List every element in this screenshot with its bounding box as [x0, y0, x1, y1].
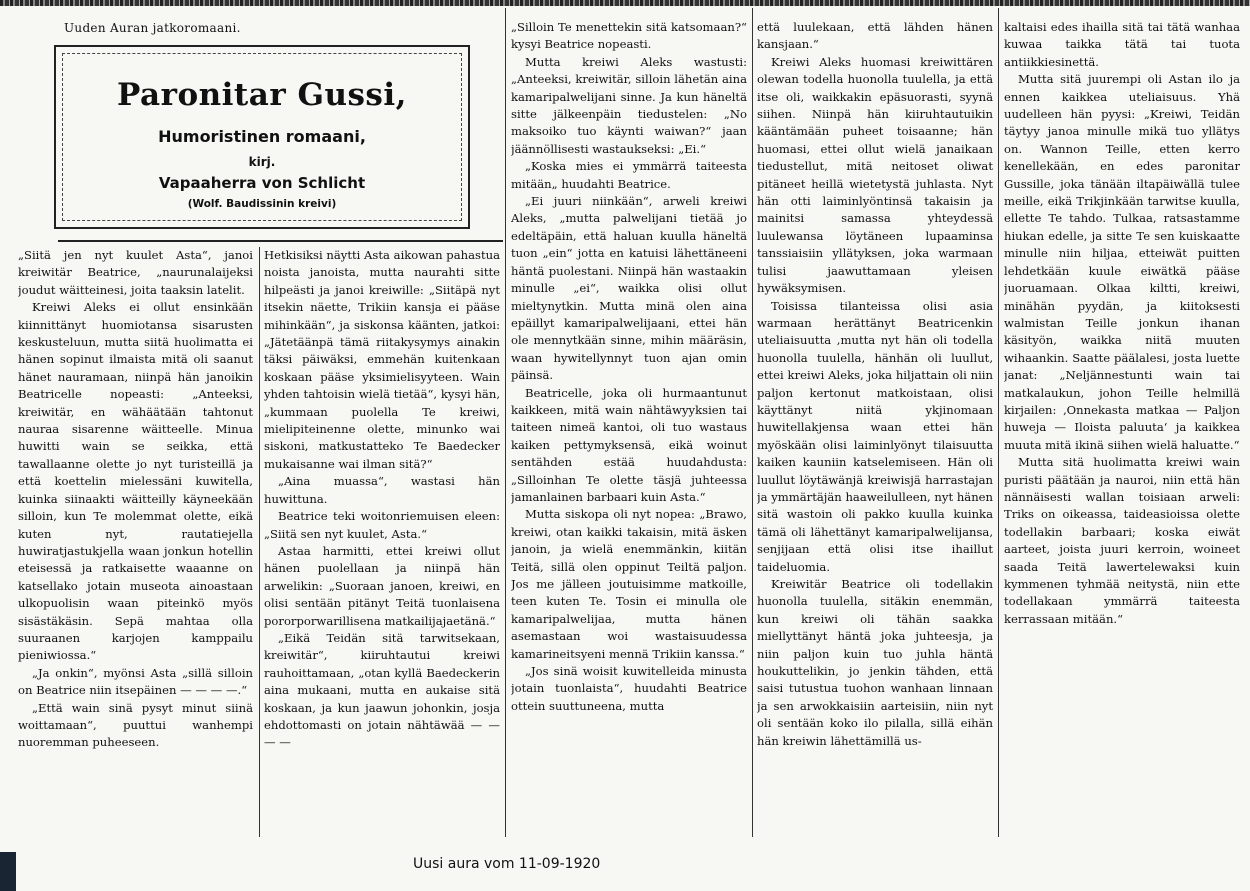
column-3-paragraph: „Silloin Te menettekin sitä katsomaan?“ kysyi Beatrice nopeasti. — [511, 20, 747, 52]
column-3-paragraph: Beatricelle, joka oli hurmaantunut kaikkeen, mitä wain nähtäwyyksien tai taiteen nimeä kantoi, oli tuo wastaus kaiken pettymyksensä, eikä woinut sentähden estää huudahdusta: „Silloinhan Te olette täsjä juhteessa jamanlainen barbaari kuin Asta.“ — [511, 385, 747, 504]
column-3-paragraph: „Koska mies ei ymmärrä taiteesta mitään„ huudahti Beatrice. — [511, 159, 747, 191]
column-4-paragraph: Kreiwi Aleks huomasi kreiwittären olewan todella huonolla tuulella, ja että itse oli, waikkakin epäsuorasti, syynä siihen. Niinpä hän kiiruhtautuikin kääntämään puheet toisaanne; hän huomasi, ettei ollut wielä janaikaan tiedustellut, mitä neitoset oliwat pitäneet heillä wietetystä juhlasta. Nyt hän otti laiminlyöntinsä takaisin ja mainitsi samassa yhteydessä luulewansa löytäneen lupaaminsa tanssiaisiin yllätyksen, joka warmaan tulisi jaawuttamaan yleisen hywäksymisen. — [757, 54, 993, 296]
column-1 — [18, 247, 253, 837]
column-2-paragraph: „Eikä Teidän sitä tarwitsekaan, kreiwitär“, kiiruhtautui kreiwi rauhoittamaan, „otan kyllä Baedeckerin aina mukaani, mutta en aukaise sitä koskaan, ja kun jaawun johonkin, josja ehdottomasti on jotain nähtäwää — — — — — [264, 630, 500, 750]
source-caption: Uusi aura vom 11-09-1920 — [413, 856, 601, 872]
column-rule — [998, 8, 999, 837]
header-note: Uuden Auran jatkoromaani. — [64, 21, 241, 35]
column-3 — [511, 19, 747, 837]
column-4-paragraph: että luulekaan, että lähden hänen kansjaan.“ — [757, 20, 993, 52]
column-5-paragraph: Mutta sitä huolimatta kreiwi wain puristi päätään ja nauroi, niin että hän nännäisesti wallan toisiaan arweli: Triks on oikeassa, taideasioissa olette todellakin barbaari; koska eiwät aarteet, joista juuri kerroin, woineet saada Teitä lawertelewaksi kuin kymmenen tyhmää neitystä, niin ette todellakaan ymmärrä taiteesta kerrassaan mitään.“ — [1004, 455, 1240, 626]
column-4-paragraph: Toisissa tilanteissa olisi asia warmaan herättänyt Beatricenkin uteliaisuutta ,mutta nyt hän oli todella huonolla tuulella, hänhän oli luullut, ettei kreiwi Aleks, joka hiljattain oli niin paljon kertonut matkoistaan, olisi käyttänyt niitä ykjinomaan huwitellakjensa waan ettei hän myöskään olisi laiminlyönyt tilaisuutta kaiken kauniin katselemiseen. Hän oli luullut löytäwänjä kreiwisjä harrastajan ja ymmärtäjän haaweilulleen, nyt hänen sitä wastoin oli pakko kuulla kuinka tämä oli lähettänyt kamaripalwelijansa, senjijaan että olisi itse ihaillut taideluomia. — [757, 298, 993, 574]
column-rule — [259, 247, 260, 837]
column-1-paragraph: „Siitä jen nyt kuulet Asta“, janoi kreiwitär Beatrice, „naurunalaijeksi joudut wäitteinesi, joita taaksin latelit. — [18, 248, 253, 297]
novel-author: Vapaaherra von Schlicht — [158, 174, 366, 192]
novel-kirj: kirj. — [248, 155, 276, 169]
column-5-paragraph: Mutta sitä juurempi oli Astan ilo ja ennen kaikkea uteliaisuus. Yhä uudelleen hän pyysi: „Kreiwi, Teidän täytyy janoa minulle mikä tuo yllätys on. Wannon Teille, etten kerro kenellekään, en edes paronitar Gussille, joka tänään iltapäiwällä tulee meille, eikä Trikjinkään tarwitse kuulla, ellette Te tahdo. Tulkaa, ratsastamme hiukan edelle, ja sitte Te sen kuiskaatte minulle niin hiljaa, etteiwät puitten lehdetkään kuule eiwätkä pääse juoruamaan. Olkaa kiltti, kreiwi, minähän pyydän, ja kiitoksesti walmistan Teille jonkun ihanan käsityön, waikka niitä muuten wihaankin. Saatte päälalesi, josta luette janat: „Neljännestunti wain tai matkalaukun, johon Teille helmillä kirjailen: ‚Onnekasta matkaa — Paljon huweja — Iloista paluuta‘ ja kaikkea muuta mitä ikinä siihen wielä haluatte.“ — [1004, 72, 1240, 452]
column-rule — [752, 8, 753, 837]
column-1-paragraph: Kreiwi Aleks ei ollut ensinkään kiinnittänyt huomiotansa sisarusten keskusteluun, mutta siitä huolimatta ei hänen sopinut ilmaista mitä oli saanut hänet nauramaan, niinpä hän janoikin Beatricelle nopeasti: „Anteeksi, kreiwitär, en wähäätään tahtonut nauraa sisarenne wäitteelle. Minua huwitti wain se seikka, että tawallaanne olette jo nyt turisteillä ja että koettelin mielessäni kuwitella, kuinka siinaakti wäitteilly käyneekään silloin, kun Te molemmat olette, eikä kuten nyt, rautatiejella huwiratjastukjella waan jonkun hotellin eteisessä ja ratkaisette waaanne on katsellako jotain museota ainoastaan ulkopuolisin waan piteinkö myös sisästäkäsin. Sepä mahtaa olla suuraanen karjojen kamppailu pieniwiossa.“ — [18, 300, 253, 663]
column-4-paragraph: Kreiwitär Beatrice oli todellakin huonolla tuulella, sitäkin enemmän, kun kreiwi oli tähän saakka miellyttänyt häntä joka juhteesja, ja niin paljon kuin tuo juhla häntä houkuttelikin, jo jenkin tähden, että saisi tutustua tuohon wanhaan linnaan ja sen arwokkaisiin aarteisiin, niin nyt oli sentään koko ilo pilalla, sillä eihän hän kreiwin lähettämillä us- — [757, 577, 993, 748]
title-box — [54, 45, 470, 229]
novel-subtitle: Humoristinen romaani, — [158, 127, 366, 146]
column-2-paragraph: Astaa harmitti, ettei kreiwi ollut hänen puolellaan ja niinpä hän arwelikin: „Suoraan janoen, kreiwi, en olisi sentään pitänyt Teitä tuonlaisena pororporwarillisena matkailijajaetänä.“ — [264, 543, 500, 628]
column-5 — [1004, 19, 1240, 837]
column-2-paragraph: Hetkisiksi näytti Asta aikowan pahastua noista janoista, mutta naurahti sitte hilpeästi ja janoi kreiwille: „Siitäpä nyt itsekin näette, Trikiin kansja ei pääse mihinkään“, ja siskonsa käänten, jatkoi: „Jätetäänpä tämä riitakysymys ainakin täksi päiwäksi, emmehän kuitenkaan koskaan pääse yksimielisyyteen. Wain yhden tahtoisin wielä tietää“, kysyi hän, „kummaan puolella Te kreiwi, mielipiteinenne olette, minunko wai siskoni, matkustatteko Te Baedecker mukaisanne wai ilman sitä?“ — [264, 248, 500, 471]
column-3-paragraph: „Ei juuri niinkään“, arweli kreiwi Aleks, „mutta palwelijani tietää jo edeltäpäin, että haluan kuulla häneltä tuon „ein“ jotta en katuisi lähettäneeni häntä puolestani. Niinpä hän wastaakin minulle „ei“, waikka olisi ollut mieltynytkin. Mutta minä olen aina epäillyt kamaripalwelijaani, ettei hän ole mennytkään sinne, mihin määräsin, waan hywitellynnyt tuon ajan omin päinsä. — [511, 194, 747, 383]
column-4 — [757, 19, 993, 837]
column-1-paragraph: „Että wain sinä pysyt minut siinä woittamaan“, puuttui wanhempi nuoremman puheeseen. — [18, 700, 253, 750]
novel-author-note: (Wolf. Baudissinin kreivi) — [187, 198, 337, 210]
column-2-paragraph: „Aina muassa“, wastasi hän huwittuna. — [264, 474, 500, 506]
column-1-paragraph: „Ja onkin“, myönsi Asta „sillä silloin on Beatrice niin itsepäinen — — — —.“ — [18, 665, 253, 698]
column-2-paragraph: Beatrice teki woitonriemuisen eleen: „Siitä sen nyt kuulet, Asta.“ — [264, 509, 500, 541]
column-3-paragraph: „Jos sinä woisit kuwitelleida minusta jotain tuonlaista“, huudahti Beatrice ottein suuttuneena, mutta — [511, 664, 747, 713]
scan-edge-marker — [0, 852, 16, 891]
title-divider — [58, 240, 503, 242]
novel-title: Paronitar Gussi, — [117, 77, 407, 113]
column-rule — [505, 8, 506, 837]
column-5-paragraph: kaltaisi edes ihailla sitä tai tätä wanhaa kuwaa taikka tätä tai tuota antiikkiesinettä. — [1004, 20, 1240, 69]
column-2 — [264, 247, 500, 837]
column-3-paragraph: Mutta kreiwi Aleks wastusti: „Anteeksi, kreiwitär, silloin lähetän aina kamaripalwelijani sinne. Ja kun häneltä sitte jälkeenpäin tiedustelen: „No maksoiko tuo käynti waiwan?“ jaan jäännöllisesti wastaukseksi: „Ei.“ — [511, 54, 747, 156]
column-3-paragraph: Mutta siskopa oli nyt nopea: „Brawo, kreiwi, otan kaikki takaisin, mitä äsken janoin, ja wielä enemmänkin, kiitän Teitä, sillä olen oppinut Teiltä paljon. Jos me jälleen joutuisimme matkoille, teen kuten Te. Tosin ei minulla ole kamaripalwelijaa, mutta hänen asemastaan woi wastaisuudessa kamarineitsyeni mennä Trikiin kanssa.“ — [511, 507, 747, 661]
top-border — [0, 0, 1250, 6]
